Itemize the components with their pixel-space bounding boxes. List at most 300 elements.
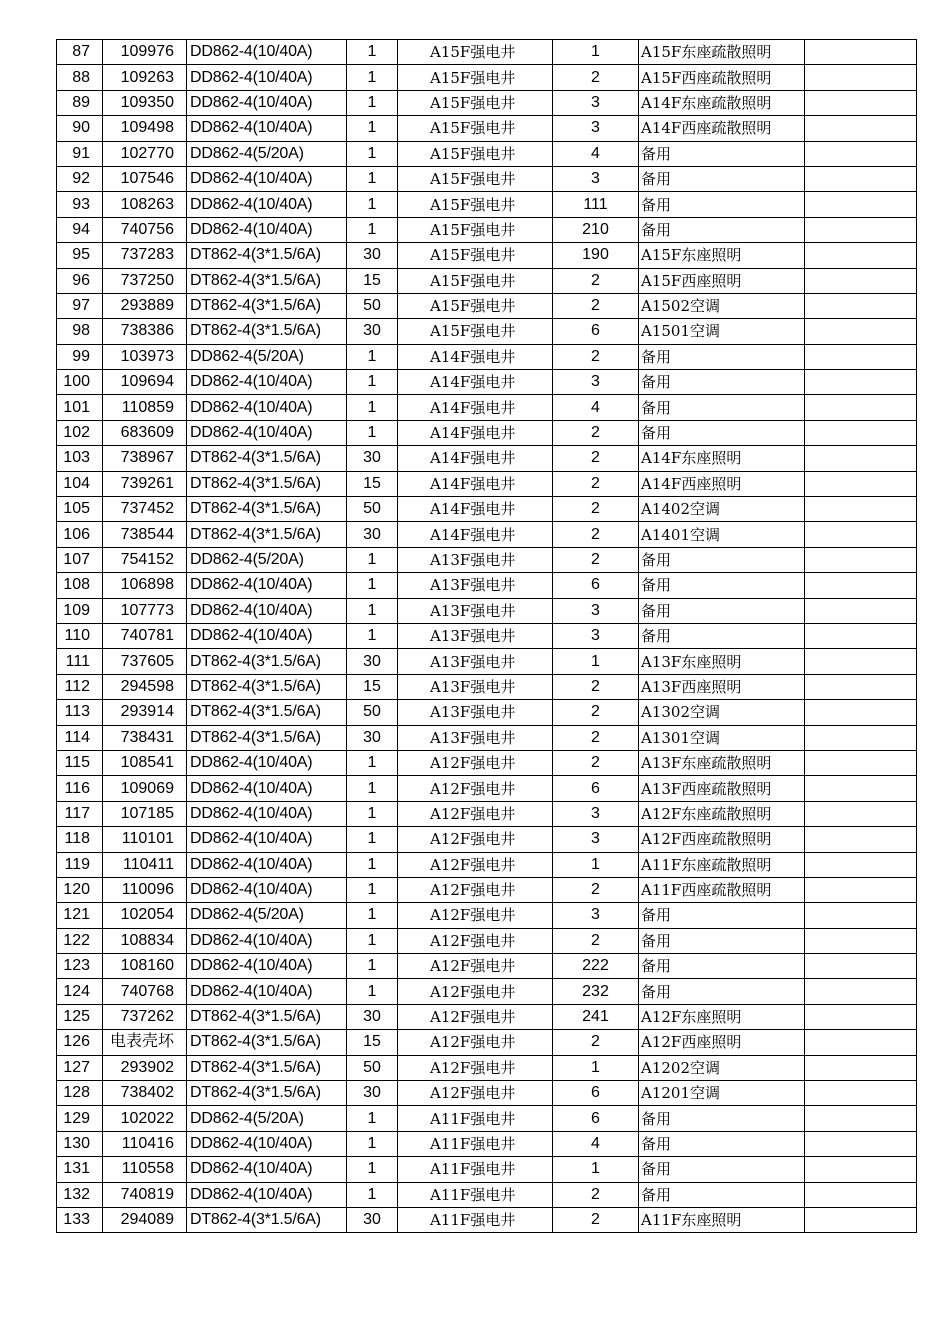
meter-model-cell: DD862-4(10/40A) bbox=[187, 192, 347, 217]
table-row bbox=[57, 243, 917, 268]
usage-cell: 备用 bbox=[639, 1131, 805, 1156]
row-number-cell: 128 bbox=[57, 1081, 103, 1106]
note-cell bbox=[805, 903, 917, 928]
usage-cell: 备用 bbox=[639, 1157, 805, 1182]
meter-id-cell: 107773 bbox=[103, 598, 187, 623]
location-cell: A12F强电井 bbox=[398, 776, 553, 801]
multiplier-cell: 1 bbox=[347, 420, 398, 445]
location-cell: A11F强电井 bbox=[398, 1157, 553, 1182]
row-number-cell: 126 bbox=[57, 1030, 103, 1055]
note-cell bbox=[805, 801, 917, 826]
reading-cell: 2 bbox=[553, 1030, 639, 1055]
reading-cell: 3 bbox=[553, 116, 639, 141]
meter-id-cell: 737250 bbox=[103, 268, 187, 293]
note-cell bbox=[805, 1055, 917, 1080]
location-cell: A15F强电井 bbox=[398, 90, 553, 115]
usage-cell: A12F西座照明 bbox=[639, 1030, 805, 1055]
usage-cell: A13F东座疏散照明 bbox=[639, 750, 805, 775]
location-cell: A12F强电井 bbox=[398, 827, 553, 852]
meter-id-cell: 108263 bbox=[103, 192, 187, 217]
meter-model-cell: DT862-4(3*1.5/6A) bbox=[187, 497, 347, 522]
multiplier-cell: 1 bbox=[347, 192, 398, 217]
row-number-cell: 127 bbox=[57, 1055, 103, 1080]
location-cell: A12F强电井 bbox=[398, 1055, 553, 1080]
meter-model-cell: DD862-4(10/40A) bbox=[187, 90, 347, 115]
location-cell: A13F强电井 bbox=[398, 674, 553, 699]
row-number-cell: 118 bbox=[57, 827, 103, 852]
meter-model-cell: DT862-4(3*1.5/6A) bbox=[187, 1004, 347, 1029]
usage-cell: A15F西座照明 bbox=[639, 268, 805, 293]
multiplier-cell: 1 bbox=[347, 598, 398, 623]
table-row bbox=[57, 65, 917, 90]
meter-model-cell: DT862-4(3*1.5/6A) bbox=[187, 471, 347, 496]
reading-cell: 2 bbox=[553, 750, 639, 775]
location-cell: A13F强电井 bbox=[398, 700, 553, 725]
multiplier-cell: 1 bbox=[347, 827, 398, 852]
row-number-cell: 102 bbox=[57, 420, 103, 445]
meter-id-cell: 738544 bbox=[103, 522, 187, 547]
meter-model-cell: DD862-4(10/40A) bbox=[187, 852, 347, 877]
row-number-cell: 96 bbox=[57, 268, 103, 293]
note-cell bbox=[805, 674, 917, 699]
location-cell: A11F强电井 bbox=[398, 1131, 553, 1156]
meter-model-cell: DD862-4(10/40A) bbox=[187, 801, 347, 826]
location-cell: A11F强电井 bbox=[398, 1207, 553, 1232]
meter-id-cell: 电表壳坏 bbox=[103, 1030, 187, 1055]
location-cell: A14F强电井 bbox=[398, 420, 553, 445]
reading-cell: 190 bbox=[553, 243, 639, 268]
reading-cell: 1 bbox=[553, 1157, 639, 1182]
note-cell bbox=[805, 90, 917, 115]
row-number-cell: 112 bbox=[57, 674, 103, 699]
usage-cell: 备用 bbox=[639, 1182, 805, 1207]
multiplier-cell: 1 bbox=[347, 65, 398, 90]
meter-model-cell: DT862-4(3*1.5/6A) bbox=[187, 243, 347, 268]
reading-cell: 1 bbox=[553, 1055, 639, 1080]
row-number-cell: 101 bbox=[57, 395, 103, 420]
row-number-cell: 119 bbox=[57, 852, 103, 877]
row-number-cell: 116 bbox=[57, 776, 103, 801]
meter-model-cell: DT862-4(3*1.5/6A) bbox=[187, 1030, 347, 1055]
table-row bbox=[57, 979, 917, 1004]
table-row bbox=[57, 268, 917, 293]
location-cell: A15F强电井 bbox=[398, 141, 553, 166]
table-row bbox=[57, 954, 917, 979]
note-cell bbox=[805, 623, 917, 648]
note-cell bbox=[805, 547, 917, 572]
reading-cell: 241 bbox=[553, 1004, 639, 1029]
row-number-cell: 114 bbox=[57, 725, 103, 750]
multiplier-cell: 1 bbox=[347, 166, 398, 191]
meter-model-cell: DD862-4(10/40A) bbox=[187, 827, 347, 852]
multiplier-cell: 1 bbox=[347, 954, 398, 979]
usage-cell: A14F东座照明 bbox=[639, 446, 805, 471]
multiplier-cell: 50 bbox=[347, 293, 398, 318]
meter-model-cell: DD862-4(10/40A) bbox=[187, 116, 347, 141]
meter-id-cell: 110416 bbox=[103, 1131, 187, 1156]
location-cell: A15F强电井 bbox=[398, 243, 553, 268]
reading-cell: 2 bbox=[553, 725, 639, 750]
note-cell bbox=[805, 954, 917, 979]
multiplier-cell: 1 bbox=[347, 979, 398, 1004]
note-cell bbox=[805, 217, 917, 242]
table-row bbox=[57, 192, 917, 217]
meter-id-cell: 683609 bbox=[103, 420, 187, 445]
note-cell bbox=[805, 725, 917, 750]
note-cell bbox=[805, 344, 917, 369]
table-row bbox=[57, 446, 917, 471]
reading-cell: 4 bbox=[553, 141, 639, 166]
meter-model-cell: DD862-4(10/40A) bbox=[187, 928, 347, 953]
multiplier-cell: 1 bbox=[347, 116, 398, 141]
row-number-cell: 122 bbox=[57, 928, 103, 953]
multiplier-cell: 1 bbox=[347, 395, 398, 420]
meter-model-cell: DT862-4(3*1.5/6A) bbox=[187, 725, 347, 750]
location-cell: A15F强电井 bbox=[398, 319, 553, 344]
usage-cell: A1401空调 bbox=[639, 522, 805, 547]
location-cell: A14F强电井 bbox=[398, 344, 553, 369]
meter-table bbox=[56, 39, 917, 1233]
row-number-cell: 120 bbox=[57, 877, 103, 902]
location-cell: A11F强电井 bbox=[398, 1106, 553, 1131]
meter-id-cell: 293889 bbox=[103, 293, 187, 318]
location-cell: A15F强电井 bbox=[398, 40, 553, 65]
row-number-cell: 131 bbox=[57, 1157, 103, 1182]
meter-model-cell: DT862-4(3*1.5/6A) bbox=[187, 700, 347, 725]
meter-id-cell: 737283 bbox=[103, 243, 187, 268]
row-number-cell: 98 bbox=[57, 319, 103, 344]
table-row bbox=[57, 725, 917, 750]
multiplier-cell: 1 bbox=[347, 1157, 398, 1182]
table-row bbox=[57, 217, 917, 242]
note-cell bbox=[805, 471, 917, 496]
location-cell: A15F强电井 bbox=[398, 192, 553, 217]
meter-model-cell: DD862-4(10/40A) bbox=[187, 217, 347, 242]
reading-cell: 3 bbox=[553, 166, 639, 191]
meter-model-cell: DT862-4(3*1.5/6A) bbox=[187, 268, 347, 293]
table-row bbox=[57, 801, 917, 826]
row-number-cell: 92 bbox=[57, 166, 103, 191]
table-row bbox=[57, 1106, 917, 1131]
note-cell bbox=[805, 40, 917, 65]
meter-id-cell: 110096 bbox=[103, 877, 187, 902]
reading-cell: 6 bbox=[553, 1106, 639, 1131]
table-row bbox=[57, 649, 917, 674]
note-cell bbox=[805, 395, 917, 420]
usage-cell: A14F东座疏散照明 bbox=[639, 90, 805, 115]
row-number-cell: 123 bbox=[57, 954, 103, 979]
multiplier-cell: 1 bbox=[347, 40, 398, 65]
row-number-cell: 103 bbox=[57, 446, 103, 471]
table-row bbox=[57, 116, 917, 141]
usage-cell: 备用 bbox=[639, 979, 805, 1004]
location-cell: A12F强电井 bbox=[398, 1030, 553, 1055]
note-cell bbox=[805, 877, 917, 902]
note-cell bbox=[805, 243, 917, 268]
table-row bbox=[57, 827, 917, 852]
row-number-cell: 106 bbox=[57, 522, 103, 547]
table-row bbox=[57, 522, 917, 547]
row-number-cell: 105 bbox=[57, 497, 103, 522]
meter-model-cell: DD862-4(10/40A) bbox=[187, 623, 347, 648]
meter-model-cell: DD862-4(10/40A) bbox=[187, 598, 347, 623]
meter-id-cell: 740768 bbox=[103, 979, 187, 1004]
row-number-cell: 125 bbox=[57, 1004, 103, 1029]
table-row bbox=[57, 141, 917, 166]
reading-cell: 2 bbox=[553, 674, 639, 699]
meter-model-cell: DD862-4(10/40A) bbox=[187, 776, 347, 801]
usage-cell: A11F东座照明 bbox=[639, 1207, 805, 1232]
location-cell: A12F强电井 bbox=[398, 750, 553, 775]
usage-cell: 备用 bbox=[639, 217, 805, 242]
meter-id-cell: 102770 bbox=[103, 141, 187, 166]
meter-id-cell: 737605 bbox=[103, 649, 187, 674]
reading-cell: 6 bbox=[553, 776, 639, 801]
location-cell: A14F强电井 bbox=[398, 446, 553, 471]
multiplier-cell: 1 bbox=[347, 1131, 398, 1156]
reading-cell: 1 bbox=[553, 852, 639, 877]
meter-model-cell: DD862-4(10/40A) bbox=[187, 166, 347, 191]
usage-cell: 备用 bbox=[639, 547, 805, 572]
reading-cell: 4 bbox=[553, 395, 639, 420]
multiplier-cell: 1 bbox=[347, 217, 398, 242]
usage-cell: 备用 bbox=[639, 141, 805, 166]
reading-cell: 2 bbox=[553, 471, 639, 496]
meter-model-cell: DD862-4(10/40A) bbox=[187, 954, 347, 979]
multiplier-cell: 1 bbox=[347, 370, 398, 395]
meter-id-cell: 740756 bbox=[103, 217, 187, 242]
meter-model-cell: DD862-4(5/20A) bbox=[187, 547, 347, 572]
meter-model-cell: DD862-4(5/20A) bbox=[187, 903, 347, 928]
meter-model-cell: DD862-4(10/40A) bbox=[187, 420, 347, 445]
usage-cell: A12F东座照明 bbox=[639, 1004, 805, 1029]
usage-cell: 备用 bbox=[639, 623, 805, 648]
meter-model-cell: DD862-4(10/40A) bbox=[187, 877, 347, 902]
row-number-cell: 97 bbox=[57, 293, 103, 318]
note-cell bbox=[805, 598, 917, 623]
table-row bbox=[57, 877, 917, 902]
multiplier-cell: 1 bbox=[347, 801, 398, 826]
row-number-cell: 108 bbox=[57, 573, 103, 598]
usage-cell: 备用 bbox=[639, 344, 805, 369]
reading-cell: 3 bbox=[553, 370, 639, 395]
note-cell bbox=[805, 522, 917, 547]
table-row bbox=[57, 674, 917, 699]
meter-model-cell: DD862-4(10/40A) bbox=[187, 1131, 347, 1156]
multiplier-cell: 15 bbox=[347, 674, 398, 699]
usage-cell: A1501空调 bbox=[639, 319, 805, 344]
meter-id-cell: 107185 bbox=[103, 801, 187, 826]
meter-id-cell: 110101 bbox=[103, 827, 187, 852]
multiplier-cell: 30 bbox=[347, 446, 398, 471]
reading-cell: 1 bbox=[553, 40, 639, 65]
usage-cell: 备用 bbox=[639, 395, 805, 420]
note-cell bbox=[805, 1081, 917, 1106]
table-row bbox=[57, 90, 917, 115]
usage-cell: A14F西座照明 bbox=[639, 471, 805, 496]
usage-cell: A13F西座照明 bbox=[639, 674, 805, 699]
table-row bbox=[57, 497, 917, 522]
multiplier-cell: 15 bbox=[347, 471, 398, 496]
note-cell bbox=[805, 979, 917, 1004]
note-cell bbox=[805, 1207, 917, 1232]
note-cell bbox=[805, 497, 917, 522]
reading-cell: 6 bbox=[553, 1081, 639, 1106]
row-number-cell: 132 bbox=[57, 1182, 103, 1207]
reading-cell: 2 bbox=[553, 547, 639, 572]
meter-id-cell: 109976 bbox=[103, 40, 187, 65]
row-number-cell: 124 bbox=[57, 979, 103, 1004]
note-cell bbox=[805, 776, 917, 801]
reading-cell: 222 bbox=[553, 954, 639, 979]
table-row bbox=[57, 293, 917, 318]
multiplier-cell: 50 bbox=[347, 700, 398, 725]
meter-id-cell: 739261 bbox=[103, 471, 187, 496]
note-cell bbox=[805, 420, 917, 445]
reading-cell: 2 bbox=[553, 344, 639, 369]
row-number-cell: 91 bbox=[57, 141, 103, 166]
location-cell: A13F强电井 bbox=[398, 547, 553, 572]
meter-model-cell: DD862-4(10/40A) bbox=[187, 65, 347, 90]
table-row bbox=[57, 928, 917, 953]
meter-id-cell: 109069 bbox=[103, 776, 187, 801]
usage-cell: A14F西座疏散照明 bbox=[639, 116, 805, 141]
usage-cell: 备用 bbox=[639, 598, 805, 623]
meter-id-cell: 737452 bbox=[103, 497, 187, 522]
location-cell: A14F强电井 bbox=[398, 497, 553, 522]
table-row bbox=[57, 1131, 917, 1156]
multiplier-cell: 1 bbox=[347, 903, 398, 928]
location-cell: A14F强电井 bbox=[398, 370, 553, 395]
table-row bbox=[57, 547, 917, 572]
meter-model-cell: DD862-4(10/40A) bbox=[187, 395, 347, 420]
meter-id-cell: 108541 bbox=[103, 750, 187, 775]
table-row bbox=[57, 40, 917, 65]
note-cell bbox=[805, 1004, 917, 1029]
note-cell bbox=[805, 141, 917, 166]
reading-cell: 3 bbox=[553, 90, 639, 115]
multiplier-cell: 30 bbox=[347, 1004, 398, 1029]
meter-id-cell: 108160 bbox=[103, 954, 187, 979]
usage-cell: 备用 bbox=[639, 166, 805, 191]
multiplier-cell: 1 bbox=[347, 852, 398, 877]
meter-id-cell: 738431 bbox=[103, 725, 187, 750]
multiplier-cell: 15 bbox=[347, 268, 398, 293]
note-cell bbox=[805, 827, 917, 852]
location-cell: A13F强电井 bbox=[398, 623, 553, 648]
table-row bbox=[57, 471, 917, 496]
note-cell bbox=[805, 446, 917, 471]
reading-cell: 2 bbox=[553, 293, 639, 318]
meter-model-cell: DT862-4(3*1.5/6A) bbox=[187, 522, 347, 547]
reading-cell: 3 bbox=[553, 903, 639, 928]
note-cell bbox=[805, 192, 917, 217]
usage-cell: A1402空调 bbox=[639, 497, 805, 522]
meter-id-cell: 109498 bbox=[103, 116, 187, 141]
reading-cell: 3 bbox=[553, 598, 639, 623]
reading-cell: 6 bbox=[553, 319, 639, 344]
row-number-cell: 113 bbox=[57, 700, 103, 725]
note-cell bbox=[805, 700, 917, 725]
location-cell: A15F强电井 bbox=[398, 166, 553, 191]
meter-id-cell: 738402 bbox=[103, 1081, 187, 1106]
usage-cell: A11F西座疏散照明 bbox=[639, 877, 805, 902]
location-cell: A11F强电井 bbox=[398, 1182, 553, 1207]
reading-cell: 4 bbox=[553, 1131, 639, 1156]
multiplier-cell: 1 bbox=[347, 141, 398, 166]
meter-model-cell: DD862-4(5/20A) bbox=[187, 141, 347, 166]
table-row bbox=[57, 903, 917, 928]
table-row bbox=[57, 1207, 917, 1232]
row-number-cell: 107 bbox=[57, 547, 103, 572]
note-cell bbox=[805, 65, 917, 90]
meter-id-cell: 110859 bbox=[103, 395, 187, 420]
multiplier-cell: 50 bbox=[347, 497, 398, 522]
location-cell: A15F强电井 bbox=[398, 116, 553, 141]
usage-cell: A15F东座照明 bbox=[639, 243, 805, 268]
multiplier-cell: 1 bbox=[347, 1106, 398, 1131]
table-row bbox=[57, 852, 917, 877]
note-cell bbox=[805, 1131, 917, 1156]
table-row bbox=[57, 1182, 917, 1207]
note-cell bbox=[805, 293, 917, 318]
reading-cell: 111 bbox=[553, 192, 639, 217]
row-number-cell: 104 bbox=[57, 471, 103, 496]
reading-cell: 210 bbox=[553, 217, 639, 242]
usage-cell: A12F西座疏散照明 bbox=[639, 827, 805, 852]
row-number-cell: 109 bbox=[57, 598, 103, 623]
location-cell: A15F强电井 bbox=[398, 268, 553, 293]
meter-id-cell: 109350 bbox=[103, 90, 187, 115]
location-cell: A13F强电井 bbox=[398, 725, 553, 750]
meter-id-cell: 293914 bbox=[103, 700, 187, 725]
meter-model-cell: DT862-4(3*1.5/6A) bbox=[187, 319, 347, 344]
meter-id-cell: 102022 bbox=[103, 1106, 187, 1131]
note-cell bbox=[805, 319, 917, 344]
meter-id-cell: 103973 bbox=[103, 344, 187, 369]
location-cell: A12F强电井 bbox=[398, 877, 553, 902]
location-cell: A12F强电井 bbox=[398, 979, 553, 1004]
meter-model-cell: DT862-4(3*1.5/6A) bbox=[187, 446, 347, 471]
table-row bbox=[57, 573, 917, 598]
reading-cell: 3 bbox=[553, 801, 639, 826]
meter-model-cell: DD862-4(10/40A) bbox=[187, 750, 347, 775]
table-row bbox=[57, 750, 917, 775]
reading-cell: 2 bbox=[553, 1182, 639, 1207]
reading-cell: 2 bbox=[553, 420, 639, 445]
multiplier-cell: 30 bbox=[347, 649, 398, 674]
multiplier-cell: 1 bbox=[347, 1182, 398, 1207]
table-row bbox=[57, 700, 917, 725]
meter-model-cell: DT862-4(3*1.5/6A) bbox=[187, 649, 347, 674]
meter-model-cell: DD862-4(5/20A) bbox=[187, 1106, 347, 1131]
usage-cell: 备用 bbox=[639, 192, 805, 217]
note-cell bbox=[805, 928, 917, 953]
meter-id-cell: 738386 bbox=[103, 319, 187, 344]
row-number-cell: 93 bbox=[57, 192, 103, 217]
note-cell bbox=[805, 116, 917, 141]
meter-id-cell: 107546 bbox=[103, 166, 187, 191]
meter-model-cell: DT862-4(3*1.5/6A) bbox=[187, 1055, 347, 1080]
reading-cell: 3 bbox=[553, 623, 639, 648]
location-cell: A14F强电井 bbox=[398, 471, 553, 496]
multiplier-cell: 15 bbox=[347, 1030, 398, 1055]
meter-id-cell: 737262 bbox=[103, 1004, 187, 1029]
meter-model-cell: DT862-4(3*1.5/6A) bbox=[187, 1207, 347, 1232]
note-cell bbox=[805, 268, 917, 293]
row-number-cell: 121 bbox=[57, 903, 103, 928]
location-cell: A13F强电井 bbox=[398, 598, 553, 623]
